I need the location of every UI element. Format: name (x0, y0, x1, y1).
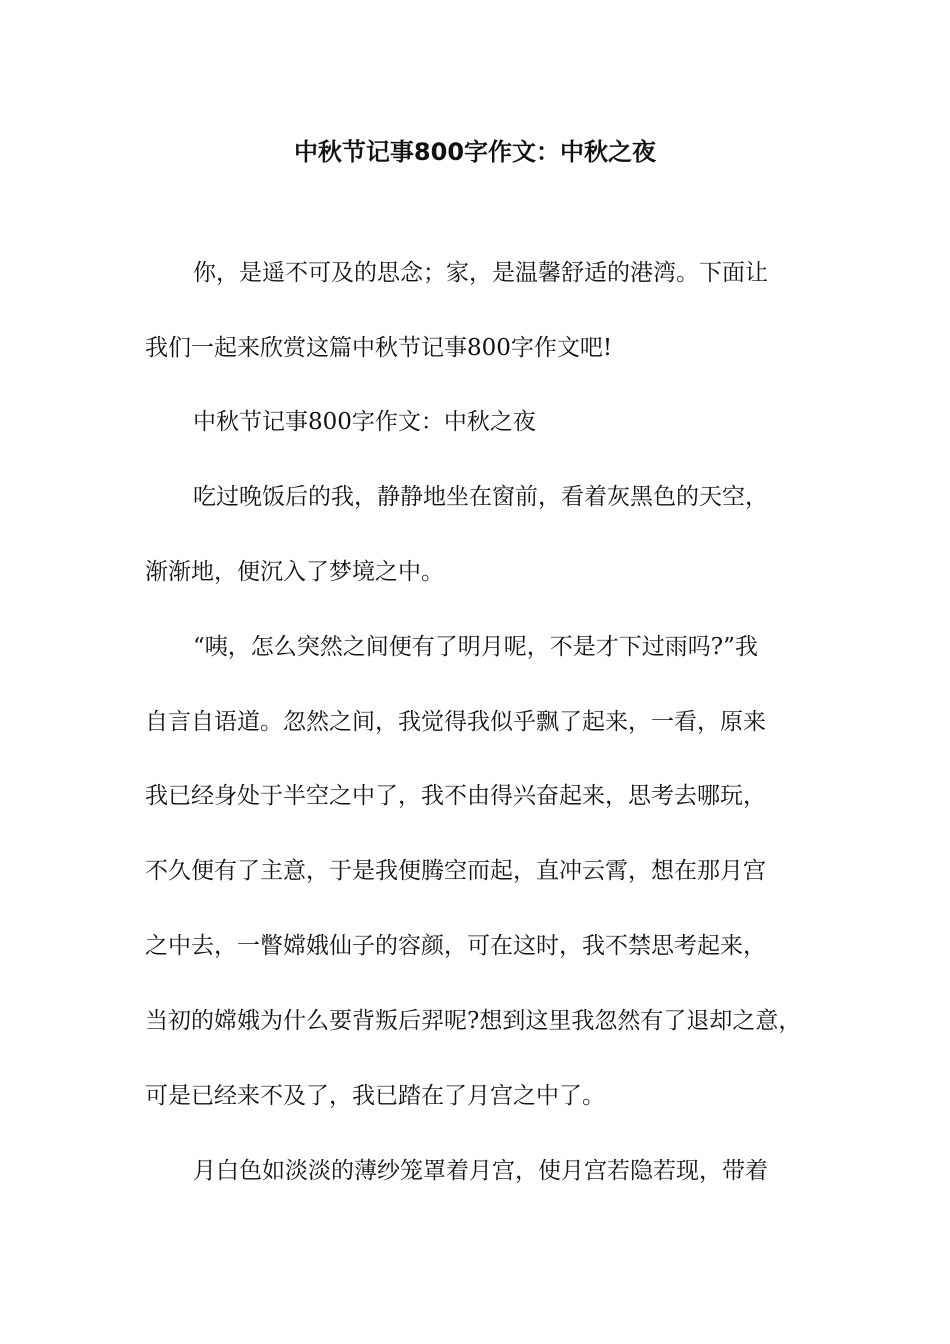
text-line-9: 不久便有了主意，于是我便腾空而起，直冲云霄，想在那月宫 (145, 858, 766, 884)
text-line-4: 吃过晚饭后的我，静静地坐在窗前，看着灰黑色的天空， (193, 484, 768, 510)
text-line-2: 我们一起来欣赏这篇中秋节记事800字作文吧! (145, 335, 613, 361)
text-line-12: 可是已经来不及了，我已踏在了月宫之中了。 (145, 1083, 605, 1109)
text-line-1: 你，是遥不可及的思念；家，是温馨舒适的港湾。下面让 (193, 260, 768, 286)
text-line-8: 我已经身处于半空之中了，我不由得兴奋起来，思考去哪玩， (145, 783, 766, 809)
document-title: 中秋节记事800字作文：中秋之夜 (293, 138, 657, 166)
text-line-13: 月白色如淡淡的薄纱笼罩着月宫，使月宫若隐若现，带着 (193, 1158, 768, 1184)
text-line-6: “咦，怎么突然之间便有了明月呢，不是才下过雨吗?”我 (193, 634, 758, 660)
section-heading: 中秋节记事800字作文：中秋之夜 (193, 409, 536, 435)
text-line-10: 之中去，一瞥嫦娥仙子的容颜，可在这时，我不禁思考起来， (145, 933, 766, 959)
text-line-5: 渐渐地，便沉入了梦境之中。 (145, 559, 444, 585)
text-line-11: 当初的嫦娥为什么要背叛后羿呢?想到这里我忽然有了退却之意， (145, 1008, 802, 1034)
text-line-7: 自言自语道。忽然之间，我觉得我似乎飘了起来，一看，原来 (145, 709, 766, 735)
